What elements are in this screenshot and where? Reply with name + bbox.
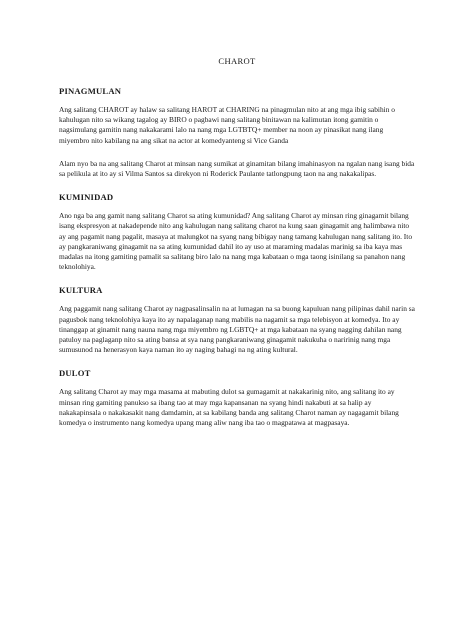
paragraph: Ang salitang CHAROT ay halaw sa salitang HAROT at CHARING na pinagmulan nito at ang mga ibig sabihin o kahulugan nito sa wikang tagalog ay BIRO o pagbawi nang salitang binitawan na kalimutan itong gamitin o nagsimulang gamitin nang nakakarami lalo na nang mga LGTBTQ+ member na noon ay pinasikat nang ilang miyembro nito kabilang na ang sikat na actor at komedyanteng si Vice Ganda bbox=[59, 105, 395, 145]
paragraph: Ang salitang Charot ay may mga masama at mabuting dulot sa gumagamit at nakakarinig nito, ang salitang ito ay minsan ring gamiting panukso sa ibang tao at may mga kapansanan na syang hindi nakabuti at sa halip ay nakakapinsala o nakakasakit nang damdamin, at sa kabilang banda ang salitang Charot naman ay nagagamit bilang komedya o instrumento nang komedya upang mang aliw nang iba tao o magpatawa at magpasaya. bbox=[59, 387, 399, 428]
section-pinagmulan bbox=[59, 86, 415, 179]
section-heading: KUMINIDAD bbox=[59, 192, 114, 203]
paragraph: Ang paggamit nang salitang Charot ay nagpasalinsalin na at lumagan na sa buong kapuluan nang pilipinas dahil narin sa pagusbok nang teknolohiya kaya ito ay napalaganap nang mabilis na nagamit sa mga telebisyon at komedya. Ito ay tinanggap at ginamit nang nauna nang mga miyembro ng LGBTQ+ at mga kabataan na syang nagging dahilan nang patuloy na paglaganp nito sa ating bansa at sya nang pangkaraniwang ginagamit nakukuha o naririnig nang mga sumusunod na henerasyon kaya naman ito ay naging bahagi na ng ating kultural. bbox=[59, 304, 415, 355]
document-title: CHAROT bbox=[218, 56, 256, 66]
section-kultura bbox=[59, 285, 415, 355]
section-heading: KULTURA bbox=[59, 285, 103, 296]
section-dulot bbox=[59, 368, 415, 428]
section-kuminidad bbox=[59, 192, 415, 272]
paragraph: Ano nga ba ang gamit nang salitang Charot sa ating kumunidad? Ang salitang Charot ay minsan ring ginagamit bilang isang ekspresyon at nakadepende nito ang kahulugan nang salitang charot na kung saan ginagamit ang halimbawa nito ay ang pagamit nang pagalit, masaya at malungkot na syang nang bibigay nang tamang kahulugan nang salitang ito. Ito ay pangkaraniwang ginagamit na sa ating kumunidad dahil ito ay uso at maraming madalas marinig sa iba kaya mas madalas na itong gamiting pamalit sa salitang biro lalo na nang mga kabataan o mga taong isinilang sa panahon nang teknolohiya. bbox=[59, 211, 413, 272]
section-heading: PINAGMULAN bbox=[59, 86, 122, 96]
paragraph: Alam nyo ba na ang salitang Charot at minsan nang sumikat at ginamitan bilang imahinasyon na ngalan nang isang bida sa pelikula at ito ay si Vilma Santos sa direkyon ni Roderick Paulante tatlongpung taon na ang nakakalipas. bbox=[59, 158, 415, 179]
section-heading: DULOT bbox=[59, 368, 91, 379]
